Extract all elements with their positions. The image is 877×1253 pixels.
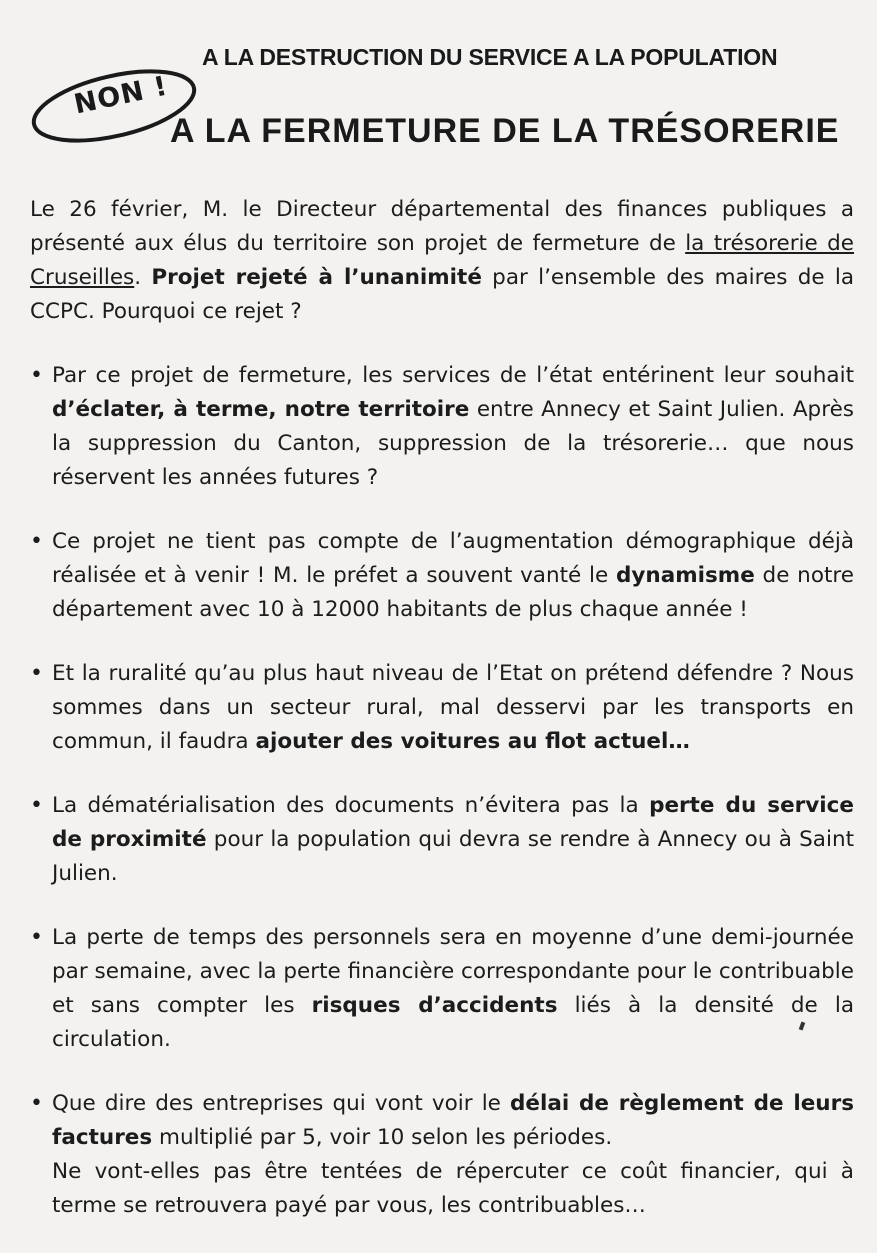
- intro-text-1: Le 26 février, M. le Directeur départemental des finances publiques a présenté aux élus du territoire son projet de fermeture de: [30, 197, 854, 256]
- bullet-text: Ce projet ne tient pas compte de l’augmentation démographique déjà réalisée et à venir ! M. le préfet a souvent vanté le: [52, 529, 854, 588]
- bullet-bold: risques d’accidents: [311, 993, 558, 1018]
- bullet-item: [30, 525, 854, 627]
- body-text: [30, 193, 854, 1253]
- bullet-bold: d’éclater, à terme, notre territoire: [52, 397, 470, 422]
- bullet-bold: perte du service de proximité: [52, 793, 855, 852]
- bullet-item: [30, 1087, 854, 1223]
- bullet-icon: •: [30, 529, 43, 554]
- bullet-text: multiplié par 5, voir 10 selon les périodes.: [152, 1125, 613, 1150]
- bullet-bold: délai de règlement de leurs factures: [52, 1091, 854, 1150]
- bullet-item: [30, 657, 854, 759]
- intro-bold: Projet rejeté à l’unanimité: [151, 265, 482, 290]
- bullet-bold: dynamisme: [616, 563, 755, 588]
- bullet-icon: •: [30, 925, 43, 950]
- bullet-text: liés à la densité de la circulation.: [52, 993, 855, 1052]
- bullet-text: Et la ruralité qu’au plus haut niveau de l’Etat on prétend défendre ? Nous sommes dans un secteur rural, mal desservi par les transports en commun, il faudra: [52, 661, 854, 754]
- bullet-icon: •: [30, 793, 43, 818]
- bullet-bold: ajouter des voitures au flot actuel…: [255, 729, 690, 754]
- bullet-item: [30, 789, 854, 891]
- bullet-icon: •: [30, 363, 43, 388]
- intro-paragraph: [30, 193, 854, 329]
- bullet-text: La dématérialisation des documents n’évitera pas la: [52, 793, 650, 818]
- bullet-text: pour la population qui devra se rendre à Annecy ou à Saint Julien.: [52, 827, 854, 886]
- bullet-text: La perte de temps des personnels sera en moyenne d’une demi-journée par semaine, avec la perte financière correspondante pour le contribuable et sans compter les: [52, 925, 854, 1018]
- bullet-text: entre Annecy et Saint Julien. Après la suppression du Canton, suppression de la trésorerie… que nous réservent les années futures ?: [52, 397, 854, 490]
- bullet-text: de notre département avec 10 à 12000 habitants de plus chaque année !: [52, 563, 854, 622]
- bullet-item: [30, 921, 854, 1057]
- bullet-item: [30, 359, 854, 495]
- bullet-text-continuation: Ne vont-elles pas être tentées de répercuter ce coût financier, qui à terme se retrouvera payé par vous, les contribuables…: [52, 1159, 854, 1218]
- bullet-text: Que dire des entreprises qui vont voir le: [52, 1091, 511, 1116]
- intro-text-2: .: [134, 265, 152, 290]
- bullet-text: Par ce projet de fermeture, les services de l’état entérinent leur souhait: [52, 363, 854, 388]
- bullet-icon: •: [30, 661, 43, 686]
- headline-destruction: A LA DESTRUCTION DU SERVICE A LA POPULATION: [202, 44, 778, 70]
- headline-fermeture: A LA FERMETURE DE LA TRÉSORERIE: [170, 112, 840, 150]
- bullet-list: [30, 359, 854, 1223]
- intro-text-3: par l’ensemble des maires de la CCPC. Pourquoi ce rejet ?: [30, 265, 854, 324]
- stamp-label: NON !: [71, 70, 171, 121]
- intro-underlined: la trésorerie de Cruseilles: [30, 231, 854, 290]
- bullet-icon: •: [30, 1091, 43, 1116]
